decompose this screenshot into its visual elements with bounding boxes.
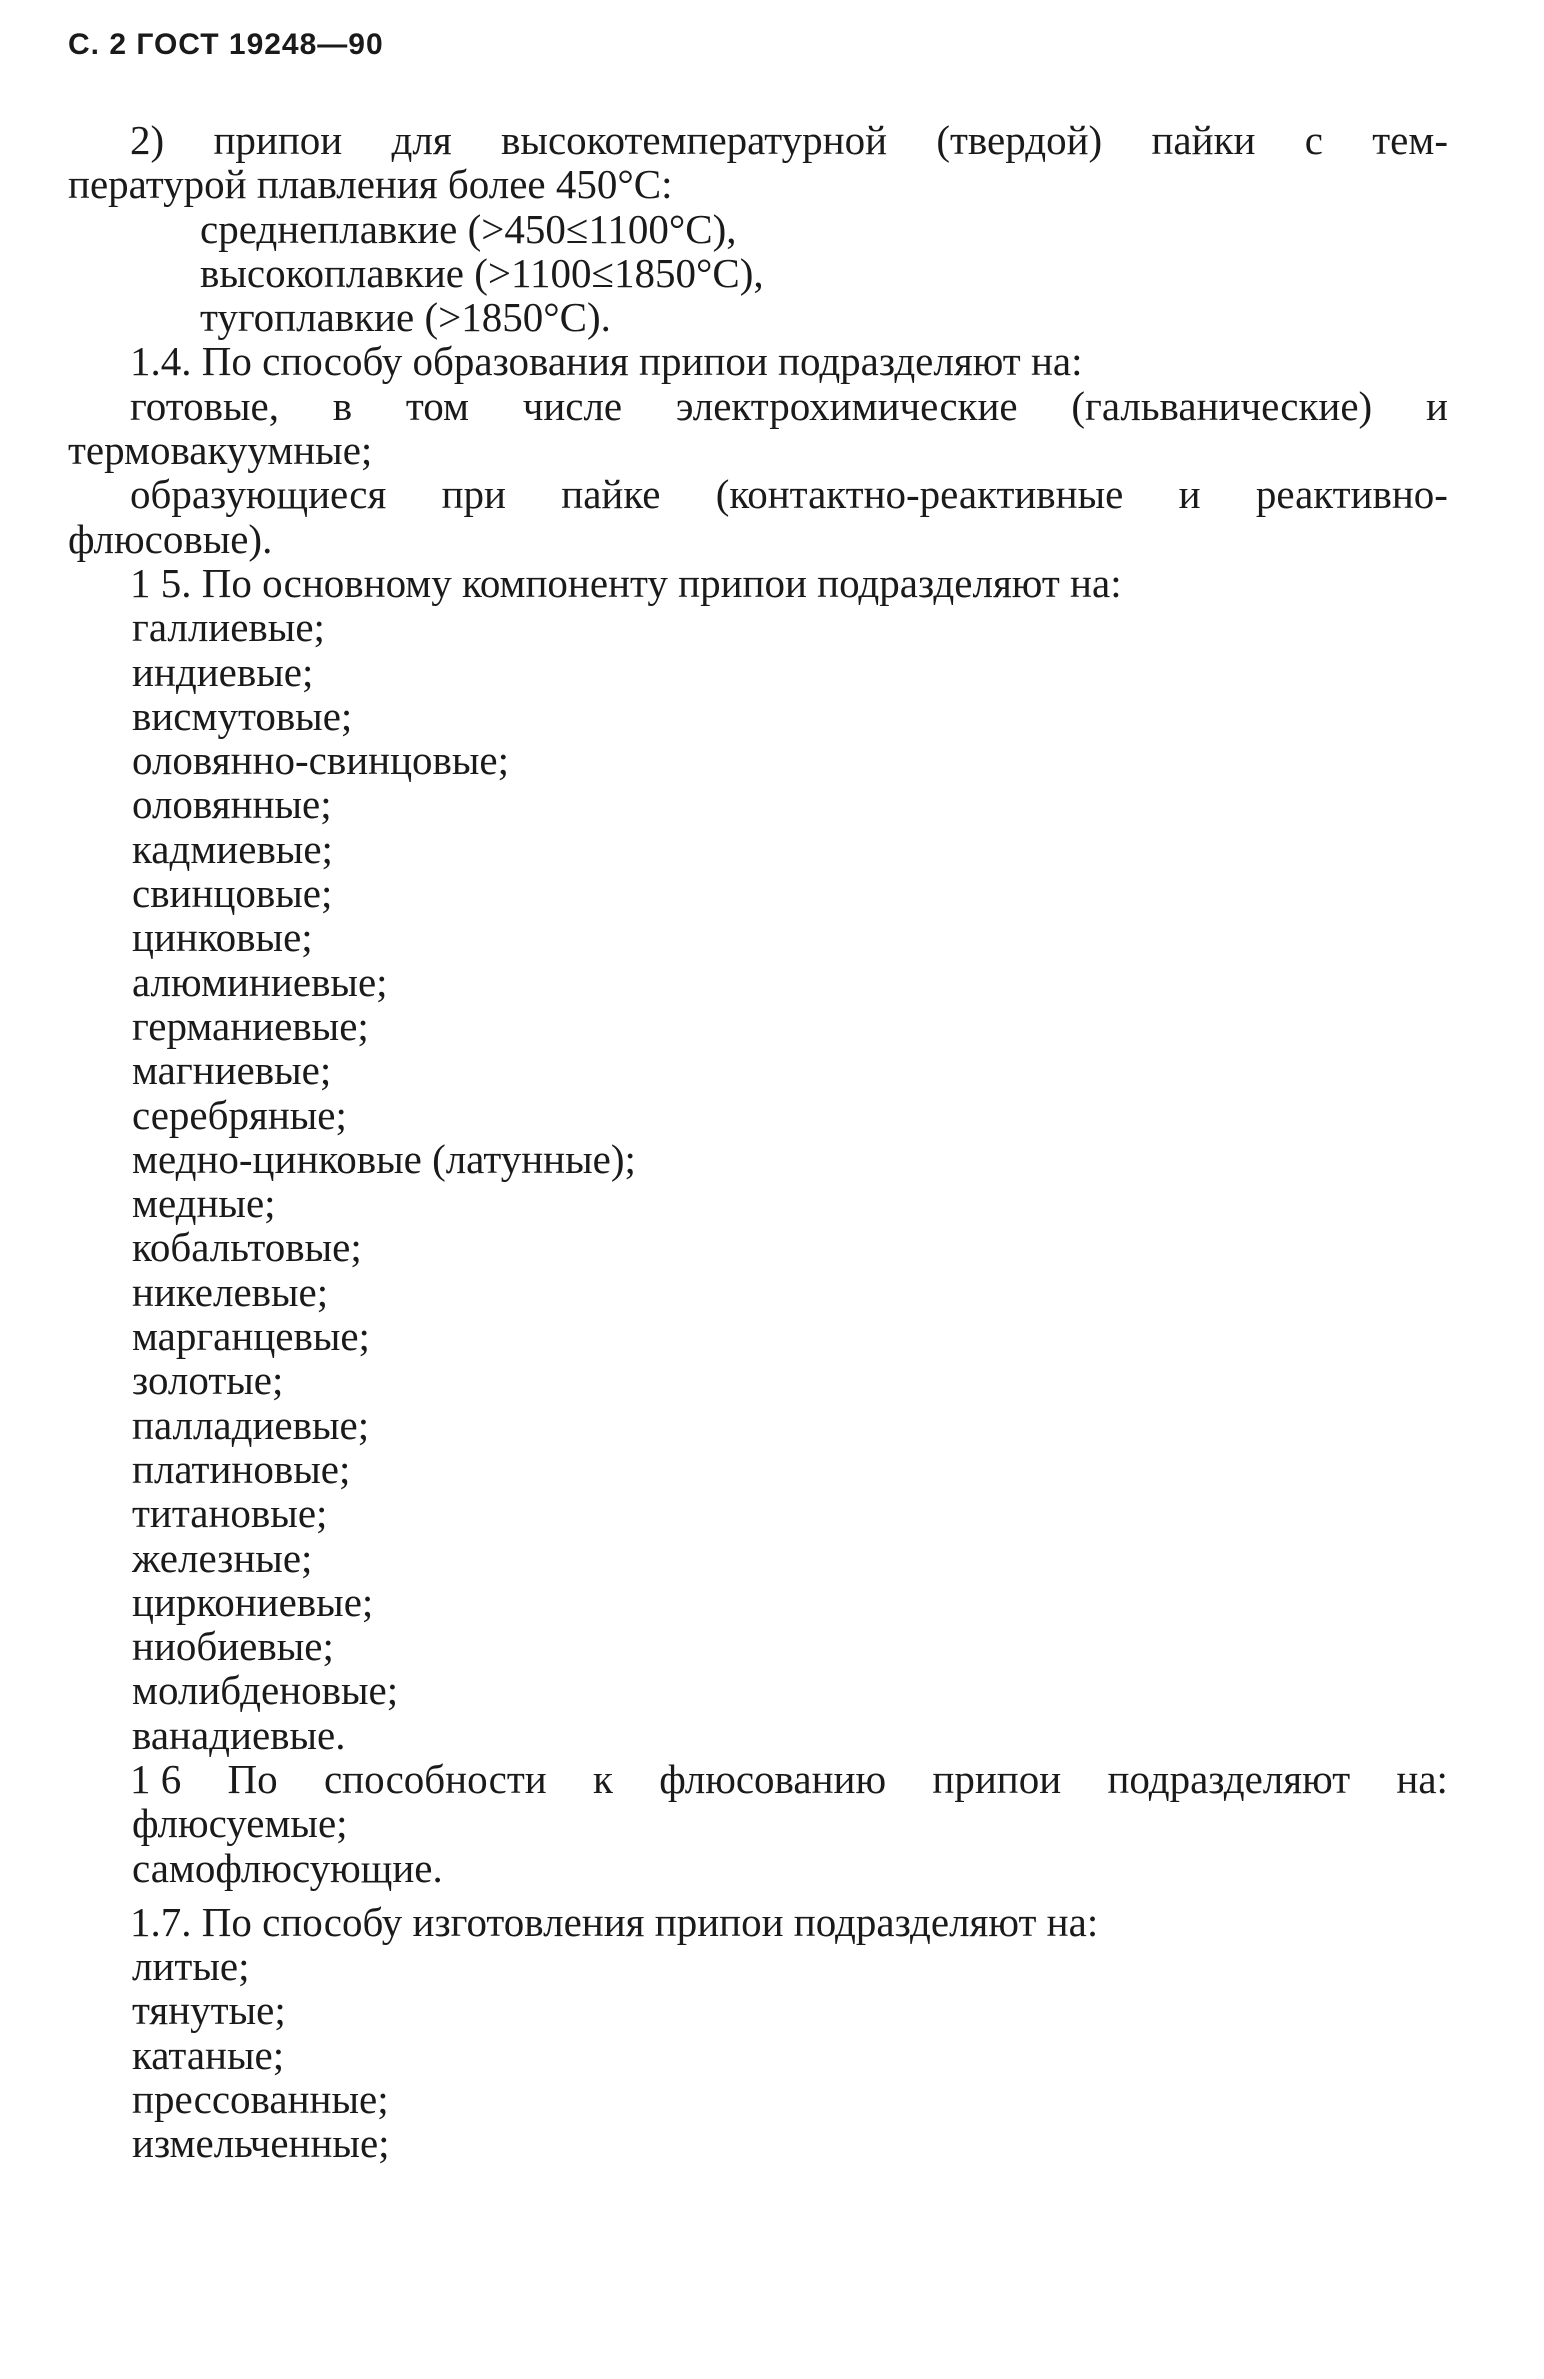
list-item: свинцовые; bbox=[132, 870, 333, 917]
list-item: измельченные; bbox=[132, 2120, 390, 2167]
para-1-6-heading: 1 6 По способности к флюсованию припои подразделяют на: bbox=[130, 1755, 1448, 1802]
document-body bbox=[68, 118, 1448, 2166]
list-item: среднеплавкие (>450≤1100°С), bbox=[200, 205, 737, 252]
para-1-5-heading: 1 5. По основному компоненту припои подразделяют на: bbox=[130, 559, 1122, 606]
list-item: циркониевые; bbox=[132, 1578, 374, 1625]
para-1-4-line-4: флюсовые). bbox=[68, 515, 273, 562]
list-item: марганцевые; bbox=[132, 1313, 370, 1360]
para-1-3-2-line-2: пературой плавления более 450°С: bbox=[68, 161, 673, 208]
list-item: кадмиевые; bbox=[132, 825, 333, 872]
para-1-4-line-1: готовые, в том числе электрохимические (гальванические) и bbox=[130, 382, 1448, 429]
list-item: медные; bbox=[132, 1180, 276, 1227]
list-item: тугоплавкие (>1850°С). bbox=[200, 294, 611, 341]
list-item: медно-цинковые (латунные); bbox=[132, 1135, 636, 1182]
list-item: титановые; bbox=[132, 1490, 328, 1537]
list-item: катаные; bbox=[132, 2031, 285, 2078]
list-item: прессованные; bbox=[132, 2076, 389, 2123]
list-item: флюсуемые; bbox=[132, 1800, 348, 1847]
list-item: ванадиевые. bbox=[132, 1711, 346, 1758]
list-item: кобальтовые; bbox=[132, 1224, 362, 1271]
list-item: высокоплавкие (>1100≤1850°С), bbox=[200, 249, 764, 296]
list-item: платиновые; bbox=[132, 1445, 351, 1492]
list-item: палладиевые; bbox=[132, 1401, 370, 1448]
list-item: молибденовые; bbox=[132, 1667, 399, 1714]
para-1-4-line-3: образующиеся при пайке (контактно-реактивные и реактивно- bbox=[130, 471, 1448, 518]
list-item: оловянно-свинцовые; bbox=[132, 737, 510, 784]
para-1-5-list bbox=[68, 605, 1448, 1757]
list-item: тянутые; bbox=[132, 1987, 286, 2034]
para-1-4-heading: 1.4. По способу образования припои подразделяют на: bbox=[130, 338, 1083, 385]
para-1-7-heading: 1.7. По способу изготовления припои подразделяют на: bbox=[130, 1898, 1099, 1945]
list-item: алюминиевые; bbox=[132, 958, 388, 1005]
list-item: железные; bbox=[132, 1534, 313, 1581]
list-item: цинковые; bbox=[132, 914, 313, 961]
list-item: ниобиевые; bbox=[132, 1623, 334, 1670]
list-item: литые; bbox=[132, 1943, 250, 1990]
list-item: индиевые; bbox=[132, 648, 314, 695]
list-item: оловянные; bbox=[132, 781, 332, 828]
list-item: магниевые; bbox=[132, 1047, 332, 1094]
list-item: висмутовые; bbox=[132, 692, 353, 739]
list-item: серебряные; bbox=[132, 1091, 347, 1138]
para-1-3-2-line-1: 2) припои для высокотемпературной (твердой) пайки с тем- bbox=[130, 117, 1448, 163]
list-item: никелевые; bbox=[132, 1268, 329, 1315]
list-item: германиевые; bbox=[132, 1002, 369, 1049]
list-item: галлиевые; bbox=[132, 604, 325, 651]
para-1-4-line-2: термовакуумные; bbox=[68, 427, 373, 474]
list-item: самофлюсующие. bbox=[132, 1844, 443, 1891]
list-item: золотые; bbox=[132, 1357, 284, 1404]
page-header: С. 2 ГОСТ 19248—90 bbox=[68, 28, 384, 61]
